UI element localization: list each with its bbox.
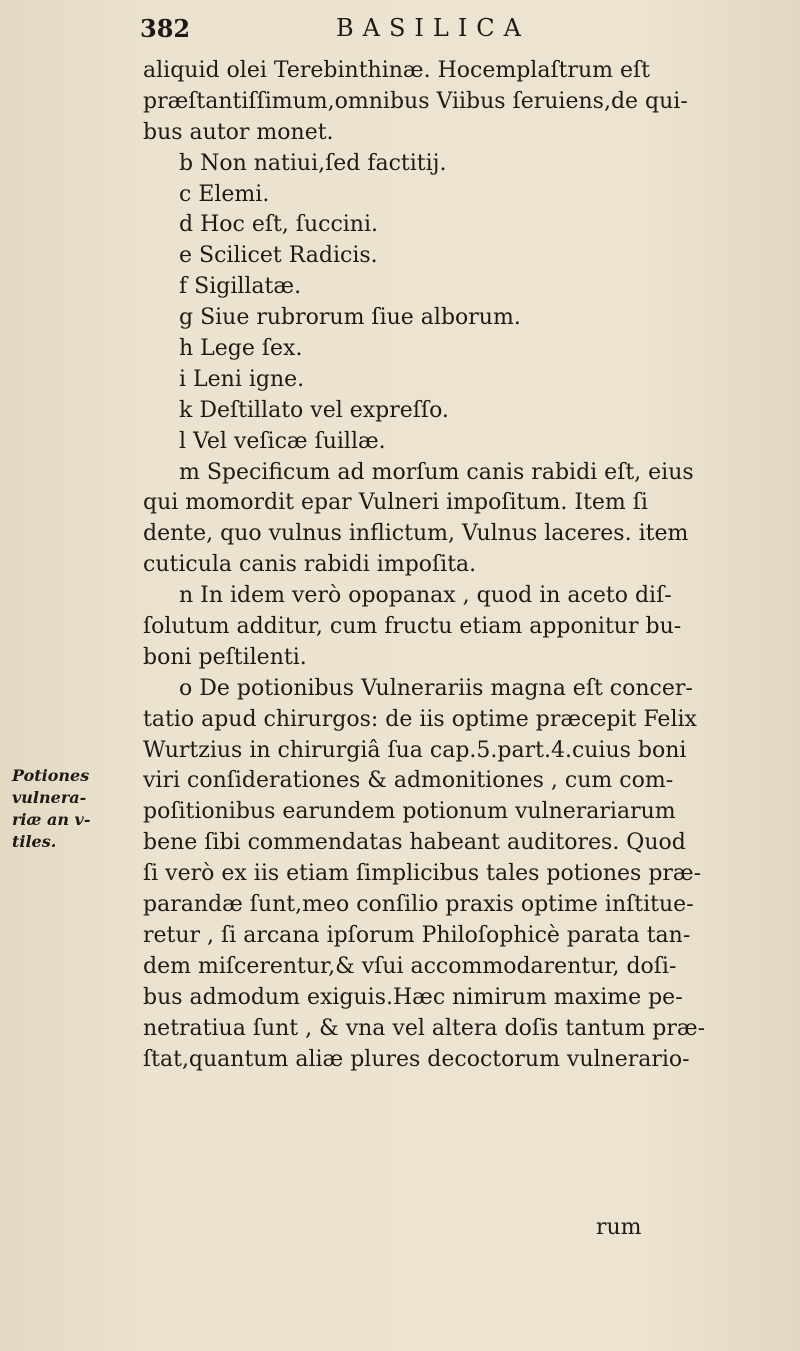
note-line: g Siue rubrorum ſiue alborum. [179, 305, 521, 331]
text-line: bene ſibi commendatas habeant auditores. Quod [143, 830, 686, 856]
marginal-note-line: vulnera- [12, 788, 87, 807]
page-header [140, 14, 760, 48]
note-line: k Deſtillato vel expreſſo. [179, 397, 449, 423]
marginal-note-line: riæ an v- [12, 810, 91, 829]
text-line: præſtantiſſimum,omnibus Viibus ſeruiens,de qui- [143, 88, 688, 114]
marginal-note-line: tiles. [12, 832, 57, 851]
running-head: BASILICA [336, 14, 531, 42]
text-line: qui momordit epar Vulneri impoſitum. Item ſi [143, 490, 648, 516]
note-line: h Lege ſex. [179, 336, 303, 362]
text-line: Wurtzius in chirurgiâ ſua cap.5.part.4.cuius boni [143, 737, 687, 763]
text-line: poſitionibus earundem potionum vulnerariarum [143, 799, 676, 825]
note-line: f Sigillatæ. [179, 274, 302, 300]
note-line: o De potionibus Vulnerariis magna eſt concer- [179, 675, 693, 701]
text-line: ſtat,quantum aliæ plures decoctorum vulnerario- [143, 1046, 690, 1072]
text-line: bus admodum exiguis.Hæc nimirum maxime pe- [143, 984, 683, 1010]
text-line: ſolutum additur, cum fructu etiam apponitur bu- [143, 614, 682, 640]
text-line: retur , ſi arcana ipſorum Philoſophicè parata tan- [143, 922, 691, 948]
note-line: b Non natiui,ſed factitij. [179, 150, 447, 176]
text-line: ſi verò ex iis etiam ſimplicibus tales potiones præ- [143, 861, 702, 887]
page-number: 382 [140, 14, 191, 43]
text-line: parandæ ſunt,meo conſilio praxis optime inſtitue- [143, 892, 694, 918]
note-line: d Hoc eſt, ſuccini. [179, 212, 378, 238]
text-line: dem miſcerentur,& vſui accommodarentur, doſi- [143, 953, 677, 979]
note-line: m Specificum ad morſum canis rabidi eſt, eius [179, 459, 694, 485]
text-line: aliquid olei Terebinthinæ. Hocemplaſtrum eſt [143, 58, 650, 83]
marginal-note-line: Potiones [12, 766, 90, 785]
catchword: rum [596, 1215, 642, 1240]
text-line: cuticula canis rabidi impoſita. [143, 552, 477, 578]
text-line: boni peſtilenti. [143, 644, 307, 670]
note-line: l Vel veſicæ ſuillæ. [179, 428, 386, 454]
text-line: netratiua ſunt , & vna vel altera doſis tantum præ- [143, 1015, 706, 1041]
text-line: bus autor monet. [143, 119, 334, 145]
note-line: e Scilicet Radicis. [179, 243, 378, 269]
text-line: viri conſiderationes & admonitiones , cum com- [143, 768, 674, 794]
text-line: dente, quo vulnus inflictum, Vulnus laceres. item [143, 521, 689, 547]
text-line: tatio apud chirurgos: de iis optime præcepit Felix [143, 706, 697, 732]
note-line: c Elemi. [179, 181, 270, 207]
note-line: n In idem verò opopanax , quod in aceto diſ- [179, 583, 672, 609]
note-line: i Leni igne. [179, 366, 305, 392]
body-text [143, 56, 783, 1075]
marginal-note [12, 765, 107, 853]
